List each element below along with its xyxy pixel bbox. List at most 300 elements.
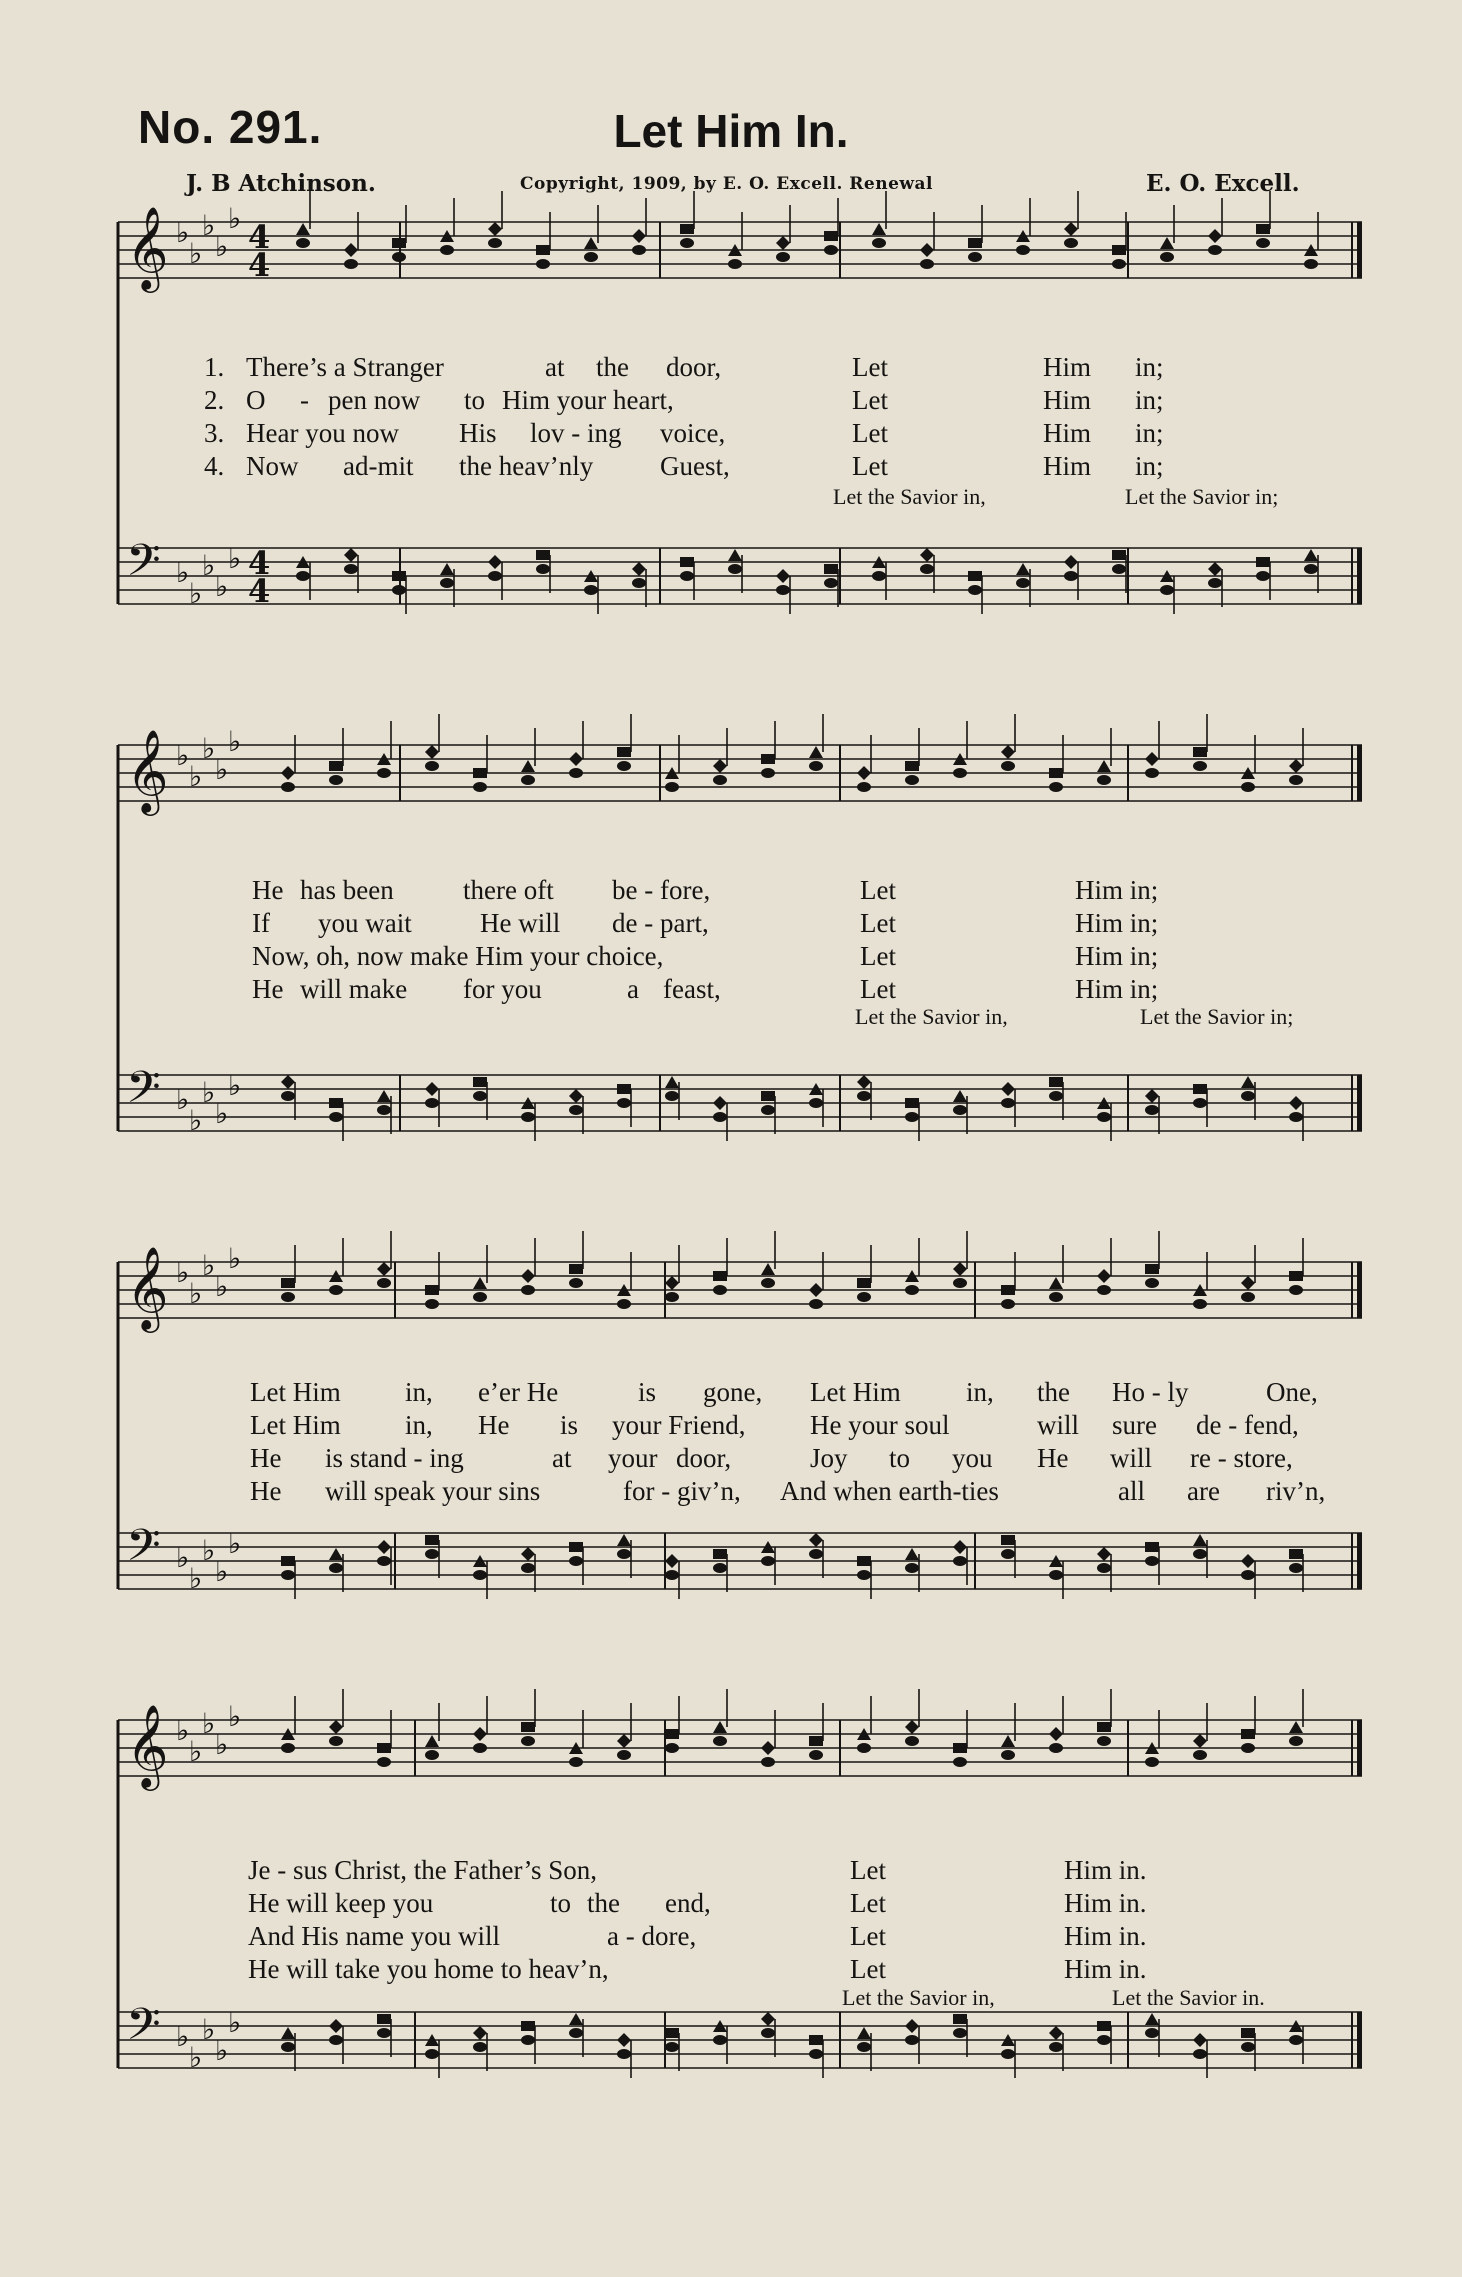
bass-clef-icon: 𝄢 bbox=[126, 1519, 161, 1582]
note-head bbox=[1241, 1570, 1255, 1580]
note-head bbox=[905, 1720, 919, 1734]
note-head bbox=[617, 1734, 631, 1748]
note-head bbox=[488, 555, 502, 569]
note-head bbox=[1097, 1269, 1111, 1283]
note-head bbox=[761, 1278, 775, 1288]
verse-line-2 bbox=[0, 383, 1462, 417]
lyric-syllable: to bbox=[889, 1443, 911, 1473]
note-head bbox=[617, 1299, 631, 1309]
note-head bbox=[1145, 1264, 1159, 1274]
flat-icon: ♭ bbox=[189, 2041, 203, 2074]
note-head bbox=[761, 1556, 775, 1566]
flat-icon: ♭ bbox=[189, 1562, 203, 1595]
note-head bbox=[1208, 229, 1222, 243]
flat-icon: ♭ bbox=[215, 1555, 229, 1588]
lyric-syllable: He bbox=[252, 875, 284, 905]
lyric-syllable: He bbox=[1037, 1443, 1069, 1473]
note-head bbox=[1112, 550, 1126, 560]
lyric-syllable: is bbox=[638, 1377, 657, 1407]
note-head bbox=[1097, 1112, 1111, 1122]
note-head bbox=[1097, 1736, 1111, 1746]
flat-icon: ♭ bbox=[202, 2013, 216, 2046]
note-head bbox=[377, 2028, 391, 2038]
note-head bbox=[584, 585, 598, 595]
verse-line-1 bbox=[0, 873, 1462, 907]
lyric-syllable: Let bbox=[860, 974, 896, 1004]
note-head bbox=[617, 2049, 631, 2059]
note-head bbox=[521, 1736, 535, 1746]
note-head bbox=[392, 571, 406, 581]
flat-icon: ♭ bbox=[189, 1277, 203, 1310]
note-head bbox=[1016, 245, 1030, 255]
note-head bbox=[1241, 1091, 1255, 1101]
note-head bbox=[953, 1262, 967, 1276]
note-head bbox=[857, 1570, 871, 1580]
note-head bbox=[953, 2028, 967, 2038]
note-head bbox=[536, 259, 550, 269]
note-head bbox=[296, 223, 310, 235]
lyric-syllable: a - dore, bbox=[607, 1921, 697, 1951]
note-head bbox=[473, 1570, 487, 1580]
lyric-syllable: Hear you now bbox=[246, 418, 399, 448]
bass-clef-icon: 𝄢 bbox=[126, 534, 161, 597]
note-head bbox=[1160, 237, 1174, 249]
lyric-syllable: you wait bbox=[318, 908, 412, 938]
note-head bbox=[761, 2028, 775, 2038]
lyric-syllable: for you bbox=[463, 974, 542, 1004]
note-head bbox=[953, 768, 967, 778]
lyric-syllable: to bbox=[464, 385, 486, 415]
verse-line-3 bbox=[0, 939, 1462, 973]
note-head bbox=[1001, 1549, 1015, 1559]
verse-number: 1. bbox=[204, 352, 225, 382]
note-head bbox=[473, 1077, 487, 1087]
note-head bbox=[1049, 768, 1063, 778]
note-head bbox=[1049, 1570, 1063, 1580]
lyric-syllable: the bbox=[1037, 1377, 1070, 1407]
note-head bbox=[1256, 238, 1270, 248]
lyricist-credit: J. B Atchinson. bbox=[186, 170, 376, 197]
verse-line-1 bbox=[0, 1853, 1462, 1887]
note-head bbox=[761, 1741, 775, 1755]
note-head bbox=[1193, 1734, 1207, 1748]
note-head bbox=[776, 585, 790, 595]
note-head bbox=[953, 1540, 967, 1554]
note-head bbox=[713, 1112, 727, 1122]
lyric-syllable: Let bbox=[852, 451, 888, 481]
note-head bbox=[1241, 1276, 1255, 1290]
note-head bbox=[1016, 578, 1030, 588]
flat-icon: ♭ bbox=[202, 1534, 216, 1567]
hymn-number: No. 291. bbox=[138, 101, 323, 153]
lyric-syllable: will speak your sins bbox=[325, 1476, 541, 1506]
final-barline bbox=[1357, 548, 1362, 604]
note-head bbox=[809, 1750, 823, 1760]
note-head bbox=[857, 1278, 871, 1288]
note-head bbox=[824, 231, 838, 241]
lyric-syllable: And His name you will bbox=[248, 1921, 500, 1951]
note-head bbox=[920, 564, 934, 574]
note-head bbox=[809, 1299, 823, 1309]
lyric-syllable: you bbox=[952, 1443, 993, 1473]
lyric-syllable: Now, oh, now make Him your choice, bbox=[252, 941, 664, 971]
note-head bbox=[761, 1091, 775, 1101]
note-head bbox=[776, 236, 790, 250]
lyric-syllable: Him in; bbox=[1075, 908, 1159, 938]
note-head bbox=[377, 1278, 391, 1288]
lyric-syllable: - bbox=[300, 385, 309, 415]
note-head bbox=[632, 245, 646, 255]
note-head bbox=[1112, 245, 1126, 255]
note-head bbox=[329, 1548, 343, 1560]
flat-icon: ♭ bbox=[176, 1256, 190, 1289]
note-head bbox=[1064, 222, 1078, 236]
note-head bbox=[665, 1292, 679, 1302]
verse-line-4 bbox=[0, 972, 1462, 1006]
note-head bbox=[569, 1757, 583, 1767]
response-line bbox=[0, 1004, 1462, 1038]
note-head bbox=[1193, 1098, 1207, 1108]
lyric-syllable: sure bbox=[1112, 1410, 1157, 1440]
note-head bbox=[617, 1534, 631, 1546]
lyric-syllable: end, bbox=[665, 1888, 711, 1918]
note-head bbox=[809, 2035, 823, 2045]
note-head bbox=[713, 1563, 727, 1573]
note-head bbox=[281, 766, 295, 780]
note-head bbox=[536, 245, 550, 255]
verse-number: 4. bbox=[204, 451, 225, 481]
lyric-syllable: Him in. bbox=[1064, 1888, 1147, 1918]
lyric-syllable: de - fend, bbox=[1196, 1410, 1299, 1440]
lyric-syllable: in, bbox=[405, 1377, 433, 1407]
bass-clef-icon: 𝄢 bbox=[126, 1061, 161, 1124]
note-head bbox=[617, 1549, 631, 1559]
note-head bbox=[488, 238, 502, 248]
note-head bbox=[425, 761, 439, 771]
note-head bbox=[905, 761, 919, 771]
final-barline bbox=[1357, 745, 1362, 801]
note-head bbox=[761, 1105, 775, 1115]
lyric-syllable: a bbox=[627, 974, 639, 1004]
note-head bbox=[473, 782, 487, 792]
flat-icon: ♭ bbox=[189, 1104, 203, 1137]
note-head bbox=[905, 1098, 919, 1108]
note-head bbox=[872, 571, 886, 581]
note-head bbox=[425, 1735, 439, 1747]
verse-line-2 bbox=[0, 906, 1462, 940]
note-head bbox=[425, 1098, 439, 1108]
note-head bbox=[617, 2033, 631, 2047]
note-head bbox=[1112, 564, 1126, 574]
lyric-syllable: Let bbox=[850, 1921, 886, 1951]
note-head bbox=[857, 1556, 871, 1566]
note-head bbox=[1193, 1299, 1207, 1309]
lyric-syllable: Ho - ly bbox=[1112, 1377, 1189, 1407]
verse-line-2 bbox=[0, 1408, 1462, 1442]
lyric-syllable: Him in. bbox=[1064, 1855, 1147, 1885]
note-head bbox=[1241, 1743, 1255, 1753]
note-head bbox=[1241, 2042, 1255, 2052]
lyric-syllable: Him in. bbox=[1064, 1921, 1147, 1951]
note-head bbox=[1016, 563, 1030, 575]
lyric-syllable: to bbox=[550, 1888, 572, 1918]
note-head bbox=[425, 1750, 439, 1760]
note-head bbox=[665, 1743, 679, 1753]
note-head bbox=[1145, 1278, 1159, 1288]
flat-icon: ♭ bbox=[228, 1242, 242, 1275]
lyric-syllable: If bbox=[252, 908, 270, 938]
note-head bbox=[776, 569, 790, 583]
note-head bbox=[905, 1563, 919, 1573]
note-head bbox=[1145, 1105, 1159, 1115]
note-head bbox=[857, 1743, 871, 1753]
lyric-syllable: Let bbox=[852, 352, 888, 382]
note-head bbox=[392, 252, 406, 262]
response-text: Let the Savior in; bbox=[1140, 1004, 1294, 1029]
note-head bbox=[857, 2027, 871, 2039]
lyric-syllable: gone, bbox=[703, 1377, 763, 1407]
lyric-syllable: the heav’nly bbox=[459, 451, 594, 481]
note-head bbox=[329, 2035, 343, 2045]
response-line bbox=[0, 1985, 1462, 2019]
note-head bbox=[809, 2049, 823, 2059]
note-head bbox=[1049, 2042, 1063, 2052]
note-head bbox=[1049, 782, 1063, 792]
note-head bbox=[809, 761, 823, 771]
note-head bbox=[761, 768, 775, 778]
lyric-syllable: O bbox=[246, 385, 266, 415]
note-head bbox=[281, 1292, 295, 1302]
note-head bbox=[521, 775, 535, 785]
lyric-syllable: Let bbox=[860, 941, 896, 971]
response-text: Let the Savior in, bbox=[855, 1004, 1008, 1029]
note-head bbox=[953, 1743, 967, 1753]
lyric-syllable: in, bbox=[966, 1377, 994, 1407]
note-head bbox=[281, 1075, 295, 1089]
note-head bbox=[680, 557, 694, 567]
note-head bbox=[1193, 2049, 1207, 2059]
lyric-syllable: One, bbox=[1266, 1377, 1318, 1407]
note-head bbox=[1208, 562, 1222, 576]
note-head bbox=[425, 1285, 439, 1295]
note-head bbox=[809, 746, 823, 758]
note-head bbox=[857, 766, 871, 780]
note-head bbox=[440, 563, 454, 575]
note-head bbox=[809, 1736, 823, 1746]
flat-icon: ♭ bbox=[176, 216, 190, 249]
note-head bbox=[809, 1098, 823, 1108]
note-head bbox=[1049, 2026, 1063, 2040]
note-head bbox=[425, 1082, 439, 1096]
note-head bbox=[968, 252, 982, 262]
note-head bbox=[1145, 768, 1159, 778]
note-head bbox=[1208, 245, 1222, 255]
flat-icon: ♭ bbox=[202, 732, 216, 765]
note-head bbox=[1289, 759, 1303, 773]
note-head bbox=[809, 1533, 823, 1547]
note-head bbox=[1193, 747, 1207, 757]
flat-icon: ♭ bbox=[215, 753, 229, 786]
flat-icon: ♭ bbox=[189, 760, 203, 793]
note-head bbox=[473, 1292, 487, 1302]
note-head bbox=[569, 752, 583, 766]
note-head bbox=[857, 1075, 871, 1089]
lyric-syllable: And when earth-ties bbox=[780, 1476, 999, 1506]
note-head bbox=[329, 1098, 343, 1108]
note-head bbox=[536, 550, 550, 560]
note-head bbox=[329, 1285, 343, 1295]
lyric-syllable: Him bbox=[1043, 385, 1092, 415]
note-head bbox=[1289, 1112, 1303, 1122]
note-head bbox=[617, 1084, 631, 1094]
lyric-syllable: Je - sus Christ, the Father’s Son, bbox=[248, 1855, 597, 1885]
note-head bbox=[968, 571, 982, 581]
note-head bbox=[329, 775, 343, 785]
note-head bbox=[1193, 761, 1207, 771]
note-head bbox=[824, 564, 838, 574]
note-head bbox=[905, 2035, 919, 2045]
note-head bbox=[281, 1556, 295, 1566]
lyric-syllable: e’er He bbox=[478, 1377, 559, 1407]
note-head bbox=[761, 754, 775, 764]
lyric-syllable: in; bbox=[1135, 352, 1164, 382]
lyric-syllable: is bbox=[560, 1410, 579, 1440]
note-head bbox=[536, 564, 550, 574]
note-head bbox=[392, 238, 406, 248]
note-head bbox=[344, 548, 358, 562]
note-head bbox=[488, 222, 502, 236]
note-head bbox=[377, 1757, 391, 1767]
note-head bbox=[1241, 1076, 1255, 1088]
note-head bbox=[1304, 259, 1318, 269]
note-head bbox=[521, 2035, 535, 2045]
time-signature-top: 4 bbox=[248, 218, 271, 256]
lyric-syllable: the bbox=[587, 1888, 620, 1918]
note-head bbox=[1001, 1082, 1015, 1096]
flat-icon: ♭ bbox=[228, 725, 242, 758]
note-head bbox=[473, 2042, 487, 2052]
lyric-syllable: He will keep you bbox=[248, 1888, 434, 1918]
treble-clef-icon: 𝄞 bbox=[126, 205, 169, 289]
verse-line-3 bbox=[0, 416, 1462, 450]
note-head bbox=[569, 1105, 583, 1115]
note-head bbox=[425, 1549, 439, 1559]
lyric-syllable: are bbox=[1187, 1476, 1220, 1506]
note-head bbox=[1001, 1750, 1015, 1760]
verse-line-1 bbox=[0, 1375, 1462, 1409]
note-head bbox=[569, 1278, 583, 1288]
lyric-syllable: Now bbox=[246, 451, 299, 481]
flat-icon: ♭ bbox=[215, 570, 229, 603]
final-barline bbox=[1357, 1075, 1362, 1131]
lyric-syllable: He bbox=[478, 1410, 510, 1440]
note-head bbox=[1001, 1098, 1015, 1108]
note-head bbox=[569, 2028, 583, 2038]
flat-icon: ♭ bbox=[176, 2020, 190, 2053]
note-head bbox=[1193, 2033, 1207, 2047]
lyric-syllable: Him in; bbox=[1075, 974, 1159, 1004]
note-head bbox=[953, 1090, 967, 1102]
verse-number: 3. bbox=[204, 418, 225, 448]
lyric-syllable: Let bbox=[860, 908, 896, 938]
lyric-syllable: ad-mit bbox=[343, 451, 414, 481]
lyric-syllable: Him your heart, bbox=[502, 385, 674, 415]
note-head bbox=[1193, 1750, 1207, 1760]
note-head bbox=[392, 585, 406, 595]
note-head bbox=[329, 2019, 343, 2033]
note-head bbox=[473, 768, 487, 778]
note-head bbox=[1193, 1534, 1207, 1546]
lyric-syllable: the bbox=[596, 352, 629, 382]
note-head bbox=[1289, 1285, 1303, 1295]
flat-icon: ♭ bbox=[176, 1541, 190, 1574]
note-head bbox=[905, 1736, 919, 1746]
lyric-syllable: door, bbox=[666, 352, 722, 382]
flat-icon: ♭ bbox=[202, 1249, 216, 1282]
note-head bbox=[1289, 1736, 1303, 1746]
note-head bbox=[1289, 775, 1303, 785]
flat-icon: ♭ bbox=[228, 202, 242, 235]
response-text: Let the Savior in, bbox=[842, 1985, 995, 2010]
note-head bbox=[857, 1292, 871, 1302]
lyric-syllable: Let bbox=[850, 1855, 886, 1885]
flat-icon: ♭ bbox=[228, 1527, 242, 1560]
flat-icon: ♭ bbox=[202, 209, 216, 242]
note-head bbox=[440, 578, 454, 588]
note-head bbox=[473, 1091, 487, 1101]
note-head bbox=[569, 768, 583, 778]
note-head bbox=[377, 1262, 391, 1276]
note-head bbox=[344, 243, 358, 257]
flat-icon: ♭ bbox=[202, 549, 216, 582]
note-head bbox=[953, 1556, 967, 1566]
flat-icon: ♭ bbox=[228, 2006, 242, 2039]
response-text: Let the Savior in; bbox=[1125, 484, 1279, 509]
flat-icon: ♭ bbox=[215, 2034, 229, 2067]
note-head bbox=[728, 564, 742, 574]
note-head bbox=[1241, 1292, 1255, 1302]
note-head bbox=[296, 238, 310, 248]
final-barline bbox=[1357, 1262, 1362, 1318]
response-text: Let the Savior in, bbox=[833, 484, 986, 509]
note-head bbox=[1112, 259, 1126, 269]
note-head bbox=[1001, 1285, 1015, 1295]
lyric-syllable: door, bbox=[676, 1443, 732, 1473]
note-head bbox=[824, 578, 838, 588]
lyric-syllable: Joy bbox=[810, 1443, 848, 1473]
note-head bbox=[281, 1570, 295, 1580]
note-head bbox=[425, 2049, 439, 2059]
note-head bbox=[1097, 2035, 1111, 2045]
lyric-syllable: Let bbox=[852, 418, 888, 448]
flat-icon: ♭ bbox=[215, 1097, 229, 1130]
verse-line-4 bbox=[0, 449, 1462, 483]
note-head bbox=[905, 1112, 919, 1122]
note-head bbox=[281, 1743, 295, 1753]
lyric-syllable: your Friend, bbox=[612, 1410, 746, 1440]
note-head bbox=[1145, 752, 1159, 766]
lyric-syllable: at bbox=[545, 352, 565, 382]
verse-number: 2. bbox=[204, 385, 225, 415]
lyric-syllable: all bbox=[1118, 1476, 1145, 1506]
note-head bbox=[473, 1277, 487, 1289]
lyric-syllable: riv’n, bbox=[1266, 1476, 1326, 1506]
time-signature-top: 4 bbox=[248, 544, 271, 582]
note-head bbox=[1145, 1556, 1159, 1566]
note-head bbox=[377, 1743, 391, 1753]
note-head bbox=[1289, 2035, 1303, 2045]
lyric-syllable: in; bbox=[1135, 451, 1164, 481]
